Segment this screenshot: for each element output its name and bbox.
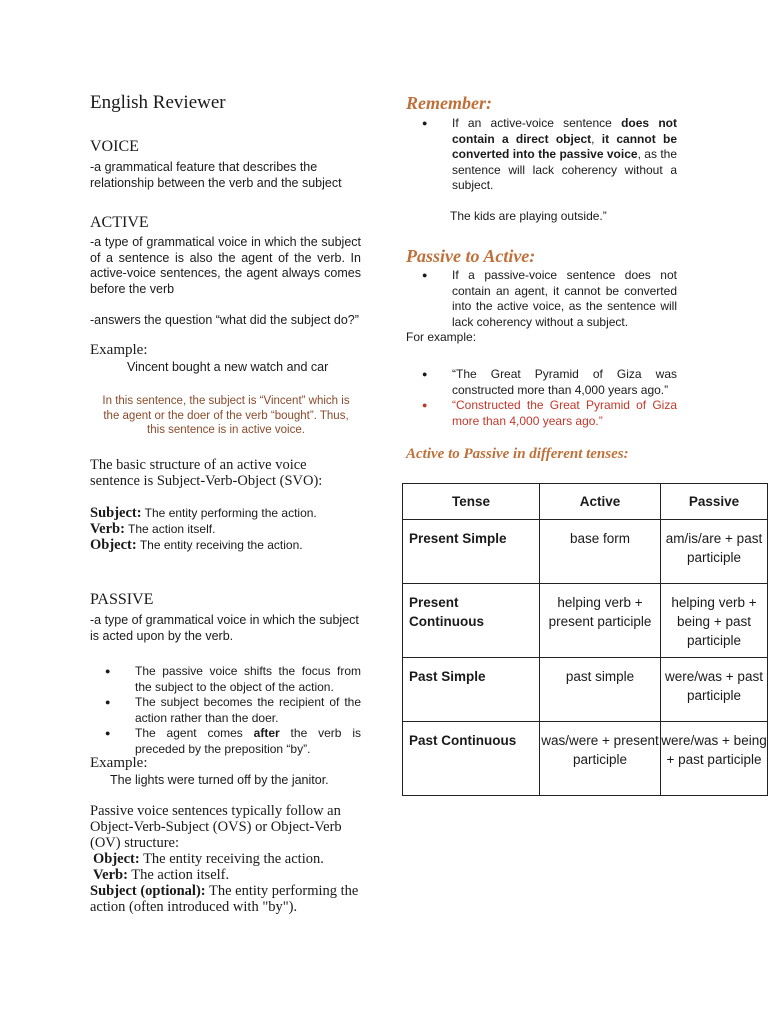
svo-verb-term: Verb:	[90, 521, 125, 537]
passive-to-active-bullet-text: If a passive-voice sentence does not contain an agent, it cannot be converted into the active voice, as the sentence will lack coherency without a subject.	[452, 268, 677, 329]
cell-passive: were/was + being + past participle	[661, 722, 768, 796]
voice-heading: VOICE	[90, 138, 139, 155]
svo-subject-term: Subject:	[90, 505, 142, 521]
active-structure: The basic structure of an active voice sentence is Subject-Verb-Object (SVO):	[90, 457, 323, 489]
passive-structure: Passive voice sentences typically follow an Object-Verb-Subject (OVS) or Object-Verb (OV) structure:	[90, 803, 342, 851]
ovs-verb-desc: The action itself.	[127, 867, 230, 883]
ovs-object-term: Object:	[93, 851, 140, 867]
remember-bullets	[422, 116, 677, 194]
active-example-label: Example:	[90, 342, 148, 358]
cell-passive: were/was + past participle	[661, 658, 768, 722]
cell-active: was/were + present participle	[540, 722, 661, 796]
svo-verb	[90, 521, 365, 537]
remember-bullet-mid: ,	[591, 131, 602, 146]
ovs-list	[90, 851, 365, 915]
remember-bullet-post: , as the sentence will lack coherency without a subject.	[452, 147, 677, 192]
tenses-heading: Active to Passive in different tenses:	[406, 446, 629, 462]
cell-passive: am/is/are + past participle	[661, 520, 768, 584]
tenses-header-row	[403, 484, 768, 520]
svo-verb-desc: The action itself.	[124, 522, 216, 536]
ovs-verb-term: Verb:	[93, 867, 128, 883]
col-tense: Tense	[403, 484, 540, 520]
col-active: Active	[540, 484, 661, 520]
passive-bullet-1: ● The passive voice shifts the focus from the subject to the object of the action.	[105, 664, 361, 694]
voice-definition: -a grammatical feature that describes the relationship between the verb and the subject	[90, 160, 342, 190]
ovs-verb	[90, 867, 365, 883]
passive-bullet-3-bold: after	[253, 726, 280, 740]
passive-bullet-3-post: the verb is preceded by the preposition “by”.	[135, 726, 361, 756]
passive-to-active-heading: Passive to Active:	[406, 246, 536, 266]
active-definition: -a type of grammatical voice in which the subject of a sentence is also the agent of the verb. In active-voice sentences, the agent always comes before the verb	[90, 235, 361, 296]
active-heading: ACTIVE	[90, 214, 149, 231]
cell-active: past simple	[540, 658, 661, 722]
svo-list	[90, 505, 365, 553]
passive-bullets	[105, 664, 361, 757]
svo-object	[90, 537, 365, 553]
cell-tense: Present Continuous	[403, 584, 540, 658]
cell-active: base form	[540, 520, 661, 584]
example-incorrect-text: “Constructed the Great Pyramid of Giza more than 4,000 years ago.”	[452, 398, 677, 428]
table-row	[403, 584, 768, 658]
svo-object-desc: The entity receiving the action.	[136, 538, 303, 552]
remember-bullet-pre: If an active-voice sentence	[452, 116, 622, 130]
cell-tense: Present Simple	[403, 520, 540, 584]
remember-example: The kids are playing outside.”	[450, 209, 607, 223]
passive-bullet-1-text: The passive voice shifts the focus from the subject to the object of the action.	[135, 664, 361, 694]
remember-bullet-bold1: does not contain a direct object	[452, 116, 677, 146]
passive-to-active-examples	[422, 367, 677, 429]
active-example-note: In this sentence, the subject is “Vincent” which is the agent or the doer of the verb “bought”. Thus, this sentence is in active voice.	[102, 395, 350, 436]
example-correct-text: “The Great Pyramid of Giza was constructed more than 4,000 years ago.”	[452, 367, 677, 397]
ovs-subject-term: Subject (optional):	[90, 883, 206, 899]
ovs-object-desc: The entity receiving the action.	[139, 851, 324, 867]
cell-active: helping verb + present participle	[540, 584, 661, 658]
col-passive: Passive	[661, 484, 768, 520]
ovs-object	[90, 851, 365, 867]
passive-heading: PASSIVE	[90, 591, 154, 608]
for-example-label: For example:	[406, 330, 477, 344]
passive-to-active-bullets	[422, 268, 677, 330]
passive-example-sentence: The lights were turned off by the janitor.	[110, 773, 329, 787]
passive-bullet-3-pre: The agent comes	[135, 726, 254, 740]
example-correct: ● “The Great Pyramid of Giza was constructed more than 4,000 years ago.”	[422, 367, 677, 397]
remember-bullet-bold2: it cannot be converted into the passive voice	[452, 131, 677, 161]
passive-bullet-2-text: The subject becomes the recipient of the action rather than the doer.	[135, 695, 361, 725]
passive-bullet-3: ● The agent comes after the verb is preceded by the preposition “by”.	[105, 726, 361, 756]
cell-passive: helping verb + being + past participle	[661, 584, 768, 658]
table-row	[403, 658, 768, 722]
table-row	[403, 520, 768, 584]
cell-tense: Past Continuous	[403, 722, 540, 796]
remember-heading: Remember:	[406, 93, 492, 113]
page-title: English Reviewer	[90, 92, 226, 113]
ovs-subject	[90, 883, 365, 915]
passive-to-active-bullet: ● If a passive-voice sentence does not contain an agent, it cannot be converted into the active voice, as the sentence will lack coherency without a subject.	[422, 268, 677, 329]
active-question: -answers the question “what did the subject do?”	[90, 313, 359, 327]
passive-example-label: Example:	[90, 755, 148, 771]
svo-object-term: Object:	[90, 537, 137, 553]
passive-bullet-2: ● The subject becomes the recipient of the action rather than the doer.	[105, 695, 361, 725]
table-row	[403, 722, 768, 796]
svo-subject-desc: The entity performing the action.	[141, 506, 317, 520]
cell-tense: Past Simple	[403, 658, 540, 722]
passive-definition: -a type of grammatical voice in which the subject is acted upon by the verb.	[90, 613, 359, 643]
active-example-sentence: Vincent bought a new watch and car	[127, 360, 329, 374]
example-incorrect: ● “Constructed the Great Pyramid of Giza more than 4,000 years ago.”	[422, 398, 677, 428]
ovs-subject-desc: The entity performing the action (often introduced with "by").	[90, 883, 359, 915]
remember-bullet: ● If an active-voice sentence does not contain a direct object, it cannot be converted into the passive voice, as the sentence will lack coherency without a subject.	[422, 116, 677, 192]
svo-subject	[90, 505, 365, 521]
tenses-table	[402, 483, 768, 796]
